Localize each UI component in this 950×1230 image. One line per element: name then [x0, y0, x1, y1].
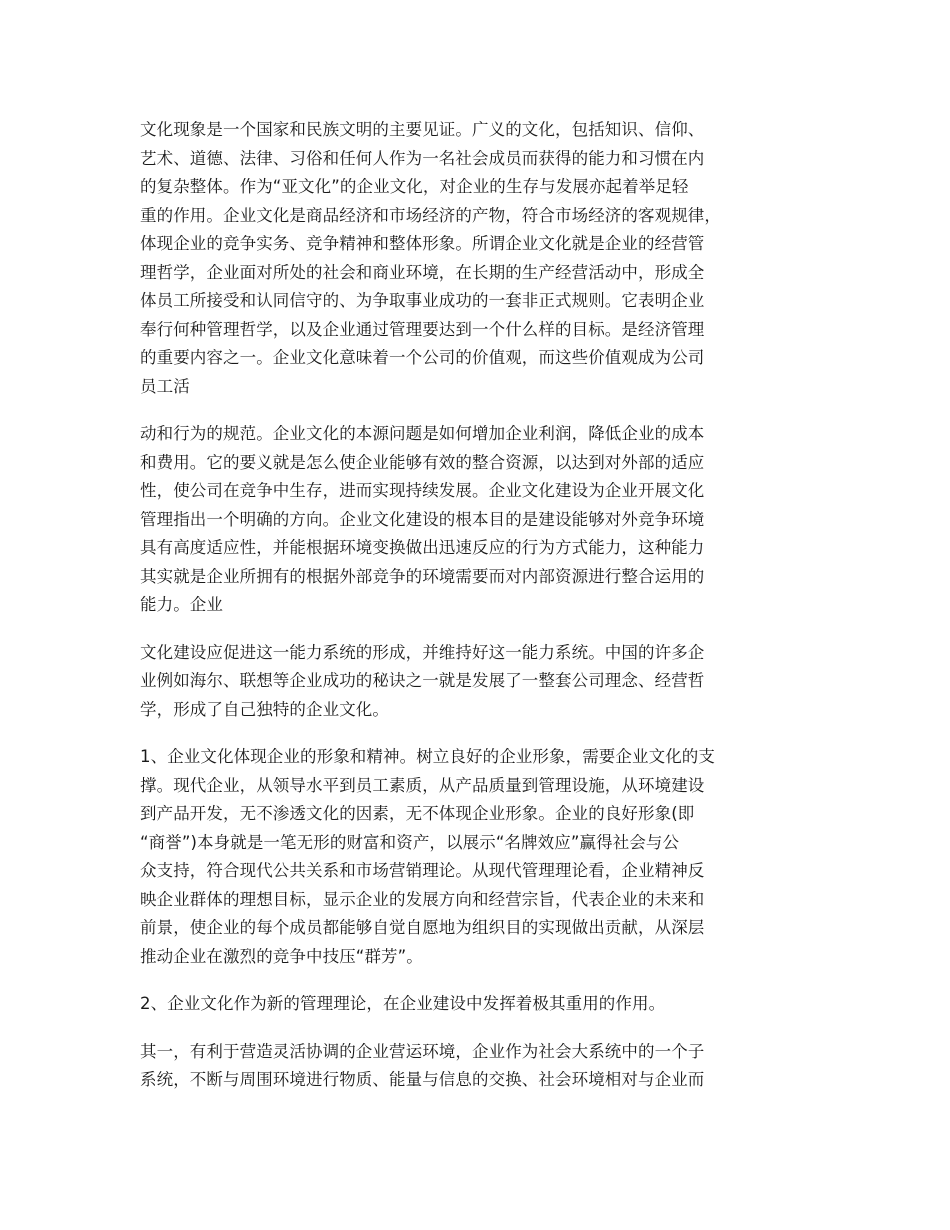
paragraph-4: 1、企业文化体现企业的形象和精神。树立良好的企业形象，需要企业文化的支 撑。现代企业，从领导水平到员工素质，从产品质量到管理设施，从环境建设 到产品开发，无不渗透文化的因素，无不体现企业形象。企业的良好形象(即 “商誉”)本身就是一笔无形的财富和资产，以展示“名牌效应”赢得社会与公 众支持，符合现代公共关系和市场营销理论。从现代管理理论看，企业精神反 映企业群体的理想目标，显示企业的发展方向和经营宗旨，代表企业的未来和 前景，使企业的每个成员都能够自觉自愿地为组织目的实现做出贡献，从深层 推动企业在激烈的竞争中技压“群芳”。	[140, 747, 715, 966]
document-page	[140, 116, 812, 1114]
paragraph-3: 文化建设应促进这一能力系统的形成，并维持好这一能力系统。中国的许多企 业例如海尔、联想等企业成功的秘诀之一就是发展了一整套公司理念、经营哲 学，形成了自己独特的企业文化。	[140, 642, 705, 719]
paragraph-1: 文化现象是一个国家和民族文明的主要见证。广义的文化，包括知识、信仰、 艺术、道德、法律、习俗和任何人作为一名社会成员而获得的能力和习惯在内 的复杂整体。作为“亚文化”的企业文化，对企业的生存与发展亦起着举足轻 重的作用。企业文化是商品经济和市场经济的产物，符合市场经济的客观规律， 体现企业的竞争实务、竞争精神和整体形象。所谓企业文化就是企业的经营管 理哲学，企业面对所处的社会和商业环境，在长期的生产经营活动中，形成全 体员工所接受和认同信守的、为争取事业成功的一套非正式规则。它表明企业 奉行何种管理哲学，以及企业通过管理要达到一个什么样的目标。是经济管理 的重要内容之一。企业文化意味着一个公司的价值观，而这些价值观成为公司 员工活	[140, 120, 721, 396]
paragraph-2: 动和行为的规范。企业文化的本源问题是如何增加企业利润，降低企业的成本 和费用。它的要义就是怎么使企业能够有效的整合资源，以达到对外部的适应 性，使公司在竞争中生存，进而实现持续发展。企业文化建设为企业开展文化 管理指出一个明确的方向。企业文化建设的根本目的是建设能够对外竞争环境 具有高度适应性，并能根据环境变换做出迅速反应的行为方式能力，这种能力 其实就是企业所拥有的根据外部竞争的环境需要而对内部资源进行整合运用的 能力。企业	[140, 424, 705, 614]
paragraph-6: 其一，有利于营造灵活协调的企业营运环境，企业作为社会大系统中的一个子 系统，不断与周围环境进行物质、能量与信息的交换、社会环境相对与企业而	[140, 1041, 705, 1089]
paragraph-5: 2、企业文化作为新的管理理论，在企业建设中发挥着极其重用的作用。	[140, 994, 666, 1013]
